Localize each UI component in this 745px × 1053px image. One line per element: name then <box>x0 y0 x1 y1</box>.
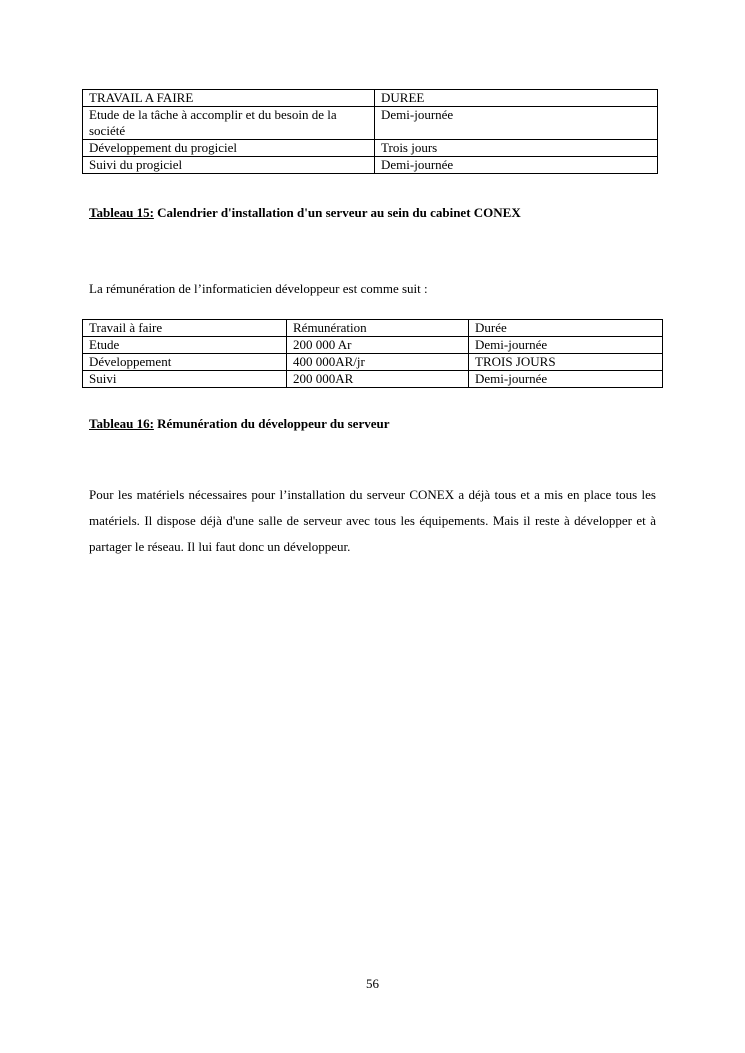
table-row <box>83 371 663 388</box>
table-row <box>83 337 663 354</box>
table-cell: Demi-journée <box>375 157 658 174</box>
caption-label: Tableau 16: <box>89 416 154 431</box>
table-cell: Demi-journée <box>469 337 663 354</box>
table-cell: 200 000AR <box>287 371 469 388</box>
remuneration-table <box>82 319 663 388</box>
table-cell: Développement <box>83 354 287 371</box>
caption-text: Rémunération du développeur du serveur <box>153 416 390 431</box>
schedule-table <box>82 89 658 174</box>
table-cell: Travail à faire <box>83 320 287 337</box>
table-cell: Trois jours <box>375 140 658 157</box>
caption-text: Calendrier d'installation d'un serveur au sein du cabinet CONEX <box>153 205 521 220</box>
table-header-row <box>83 320 663 337</box>
table-caption-16 <box>89 416 389 432</box>
table-cell: Suivi du progiciel <box>83 157 375 174</box>
table-cell: Suivi <box>83 371 287 388</box>
table-cell: TROIS JOURS <box>469 354 663 371</box>
table-cell: 200 000 Ar <box>287 337 469 354</box>
table-cell: 400 000AR/jr <box>287 354 469 371</box>
page-number: 56 <box>366 976 379 991</box>
intro-text: La rémunération de l’informaticien développeur est comme suit : <box>89 281 428 296</box>
table-row <box>83 354 663 371</box>
table-row <box>83 140 658 157</box>
table-cell: Demi-journée <box>375 107 658 140</box>
body-paragraph: Pour les matériels nécessaires pour l’installation du serveur CONEX a déjà tous et a mis en place tous les matériels. Il dispose déjà d'une salle de serveur avec tous les équipements. Mais il reste à développer et à partager le réseau. Il lui faut donc un développeur. <box>89 487 656 554</box>
table-cell: Développement du progiciel <box>83 140 375 157</box>
table-header-row <box>83 90 658 107</box>
table-caption-15 <box>89 205 521 221</box>
table-row <box>83 157 658 174</box>
table-cell: TRAVAIL A FAIRE <box>83 90 375 107</box>
table-cell: Etude de la tâche à accomplir et du besoin de la société <box>83 107 375 140</box>
table-cell: Demi-journée <box>469 371 663 388</box>
table-cell: Durée <box>469 320 663 337</box>
table-cell: Rémunération <box>287 320 469 337</box>
table-row <box>83 107 658 140</box>
table-cell: DUREE <box>375 90 658 107</box>
caption-label: Tableau 15: <box>89 205 154 220</box>
table-cell: Etude <box>83 337 287 354</box>
